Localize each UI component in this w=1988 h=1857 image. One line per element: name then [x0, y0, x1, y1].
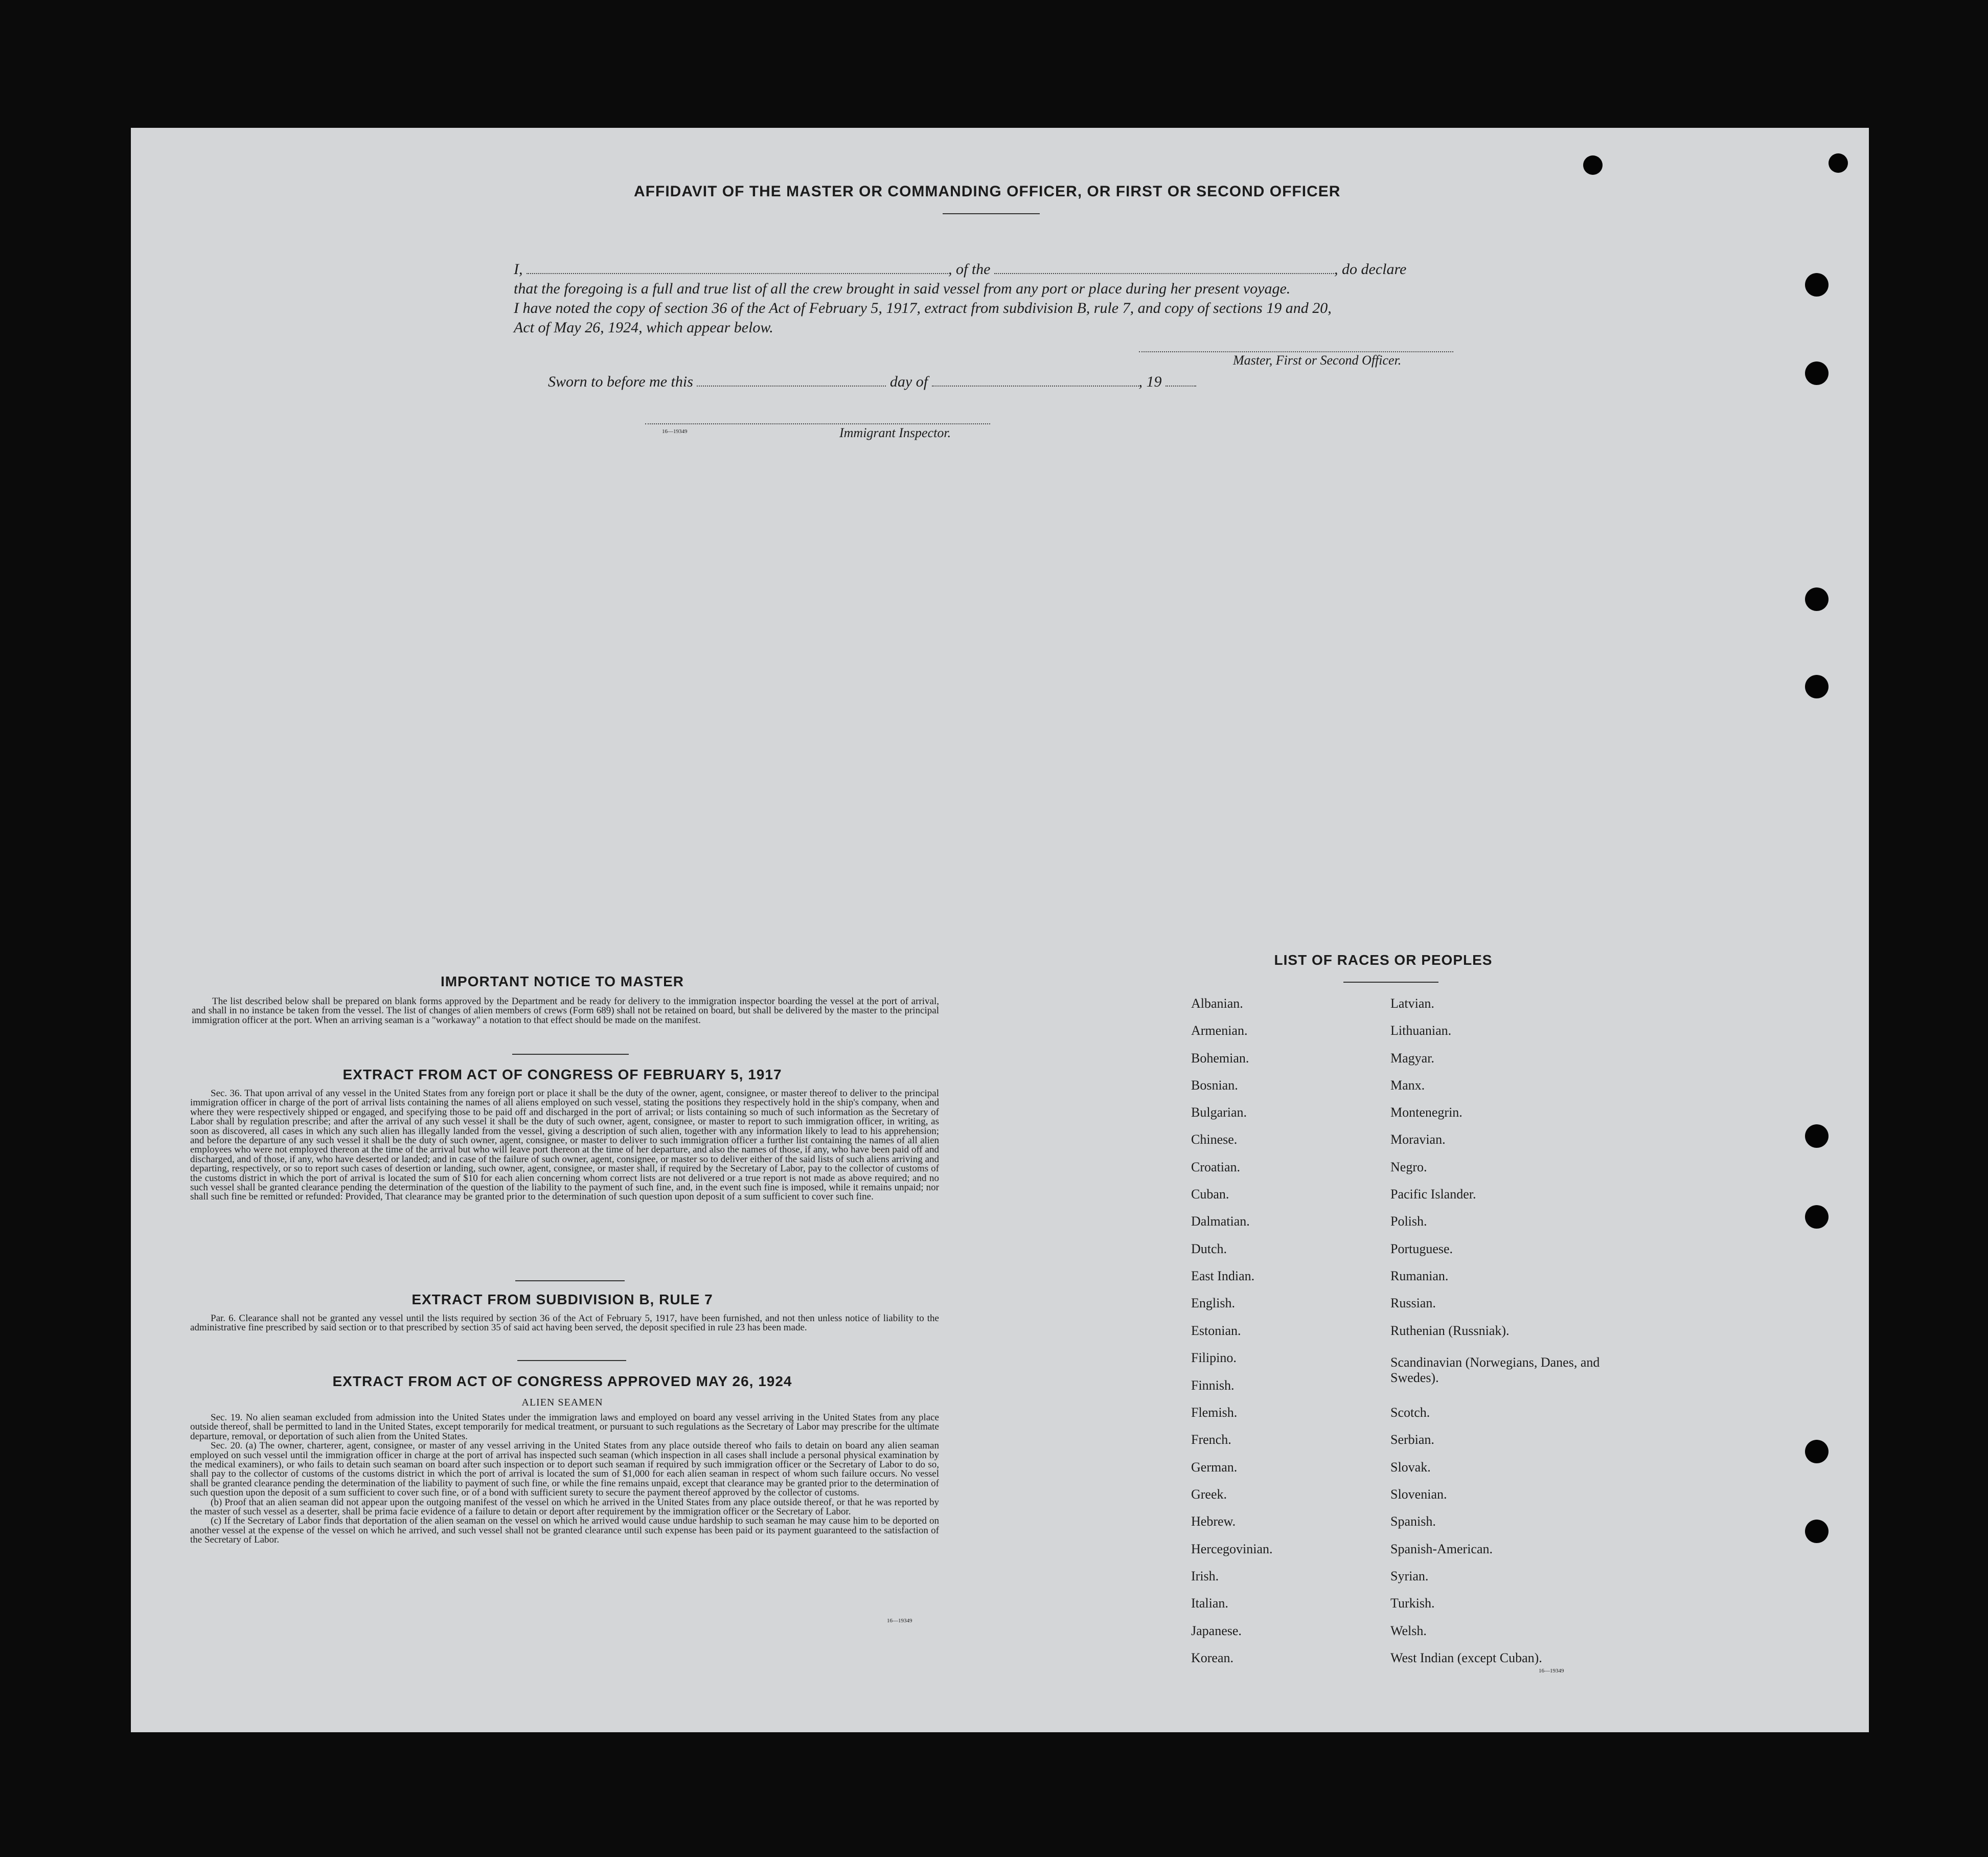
divider	[517, 1360, 626, 1361]
affidavit-i-label: I,	[514, 261, 523, 278]
race-item: Cuban.	[1191, 1187, 1229, 1202]
race-item: Dutch.	[1191, 1241, 1227, 1256]
extract-1917-title: EXTRACT FROM ACT OF CONGRESS OF FEBRUARY 5, 1917	[342, 1067, 782, 1082]
race-item: Japanese.	[1191, 1623, 1242, 1638]
race-item: Bohemian.	[1191, 1051, 1249, 1066]
notice-text	[192, 997, 939, 1025]
alien-seamen-subtitle: ALIEN SEAMEN	[521, 1397, 603, 1408]
rule-7-title: EXTRACT FROM SUBDIVISION B, RULE 7	[412, 1292, 713, 1307]
race-item: Finnish.	[1191, 1378, 1235, 1393]
punch-hole	[1805, 675, 1829, 698]
race-item: Albanian.	[1191, 996, 1243, 1011]
rule-7-paragraph: Par. 6. Clearance shall not be granted any vessel until the lists required by section 36 of the Act of February 5, 1917, have been furnished, and not then unless notice of liability to the administrative fine prescribed by said section or to that prescribed by section 35 of said act having been served, the deposit specified in rule 23 has been made.	[190, 1313, 939, 1333]
extract-1924-title: EXTRACT FROM ACT OF CONGRESS APPROVED MAY 26, 1924	[332, 1373, 792, 1389]
affidavit-of-the: , of the	[948, 261, 991, 278]
sworn-month-field[interactable]	[932, 374, 1139, 387]
race-item: German.	[1191, 1460, 1238, 1475]
master-signature-field[interactable]	[1139, 351, 1453, 352]
extract-1924-text	[190, 1413, 939, 1545]
sworn-day-field[interactable]	[697, 374, 886, 387]
notice-paragraph: The list described below shall be prepared on blank forms approved by the Department and be ready for delivery to the immigration inspector boarding the vessel at the port of arrival, and shall in no instance be taken from the vessel. The list of changes of alien members of crews (Form 689) shall not be retained on board, but shall be delivered by the master to the principal immigration officer at the port. When an arriving seaman is a "workaway" a notation to that effect should be made on the manifest.	[192, 996, 939, 1026]
vessel-name-field[interactable]	[994, 261, 1334, 274]
section-19-paragraph: Sec. 19. No alien seaman excluded from admission into the United States under the immigration laws and employed on board any vessel arriving in the United States from any place outside thereof, shall be permitted to land in the United States, except temporarily for medical treatment, or pursuant to such regulations as the Secretary of Labor may prescribe for the ultimate departure, removal, or deportation of such alien from the United States.	[190, 1412, 939, 1442]
master-signature-label: Master, First or Second Officer.	[1233, 353, 1402, 368]
form-code: 16—19349	[1539, 1668, 1564, 1674]
punch-hole	[1805, 587, 1829, 611]
divider	[943, 213, 1040, 214]
divider	[512, 1054, 629, 1055]
affidavit-declare: , do declare	[1334, 261, 1407, 278]
race-item: Dalmatian.	[1191, 1214, 1250, 1229]
race-item: Turkish.	[1390, 1596, 1435, 1611]
race-item: Italian.	[1191, 1596, 1228, 1611]
form-code: 16—19349	[662, 428, 688, 435]
race-item: Korean.	[1191, 1650, 1234, 1665]
race-item: West Indian (except Cuban).	[1390, 1650, 1542, 1665]
race-item: English.	[1191, 1296, 1235, 1310]
race-item: Bulgarian.	[1191, 1105, 1247, 1120]
punch-hole	[1583, 155, 1603, 175]
rule-7-text	[190, 1314, 939, 1333]
race-item: Scandinavian (Norwegians, Danes, and Swedes).	[1390, 1355, 1600, 1385]
section-20a-paragraph: Sec. 20. (a) The owner, charterer, agent, consignee, or master of any vessel arriving in the United States from any place outside thereof who fails to detain on board any alien seaman employed on such vessel until the immigration officer in charge at the port of arrival has inspected such seaman (which inspection in all cases shall include a personal physical examination by the medical examiners), or who fails to detain such seaman on board after such inspection or to deport such seaman if required by such immigration officer or the Secretary of Labor to do so, shall pay to the collector of customs of the customs district in which the port of arrival is located the sum of $1,000 for each alien seaman in respect of whom such failure occurs. No vessel shall be granted clearance pending the determination of the liability to payment of such fine, or while the fine remains unpaid, except that clearance may be granted prior to the determination of such question upon the deposit of a sum sufficient to cover such fine, or of a bond with sufficient surety to secure the payment thereof approved by the collector of customs.	[190, 1440, 939, 1499]
race-item: Slovenian.	[1390, 1487, 1447, 1502]
race-item: Greek.	[1191, 1487, 1227, 1502]
section-20c-paragraph: (c) If the Secretary of Labor finds that deportation of the alien seaman on the vessel on which he arrived would cause undue hardship to such seaman he may cause him to be deported on another vessel at the expense of the vessel on which he arrived, and such vessel shall not be granted clearance until such expense has been paid or its payment guaranteed to the satisfaction of the Secretary of Labor.	[190, 1515, 939, 1546]
race-item: Hercegovinian.	[1191, 1542, 1273, 1556]
notice-title: IMPORTANT NOTICE TO MASTER	[440, 973, 684, 989]
race-item: Scotch.	[1390, 1405, 1430, 1420]
punch-hole	[1805, 273, 1829, 297]
race-item: Lithuanian.	[1390, 1023, 1452, 1038]
race-item: Manx.	[1390, 1078, 1425, 1093]
race-item: Flemish.	[1191, 1405, 1238, 1420]
day-of-label: day of	[889, 373, 928, 390]
race-item: Russian.	[1390, 1296, 1436, 1310]
race-item: Spanish-American.	[1390, 1542, 1493, 1556]
races-title: LIST OF RACES OR PEOPLES	[1274, 952, 1493, 968]
race-item: Pacific Islander.	[1390, 1187, 1476, 1202]
race-item: Welsh.	[1390, 1623, 1427, 1638]
race-item: Irish.	[1191, 1569, 1219, 1583]
race-item: Ruthenian (Russniak).	[1390, 1323, 1510, 1338]
race-item: Syrian.	[1390, 1569, 1429, 1583]
punch-hole	[1829, 153, 1848, 173]
affidavit-line: that the foregoing is a full and true list of all the crew brought in said vessel from any port or place during her present voyage.	[514, 280, 1291, 297]
race-item: Polish.	[1390, 1214, 1427, 1229]
race-item: French.	[1191, 1432, 1231, 1447]
inspector-signature-field[interactable]	[645, 423, 990, 424]
sworn-label: Sworn to before me this	[548, 373, 693, 390]
section-36-paragraph: Sec. 36. That upon arrival of any vessel in the United States from any foreign port or place it shall be the duty of the owner, agent, consignee, or master thereof to deliver to the principal immigration officer in charge of the port of arrival lists containing the names of all aliens employed on such vessel, stating the positions they respectively hold in the ship's company, when and where they were respectively shipped or engaged, and specifying those to be paid off and discharged in the port of arrival; or lists containing so much of such information as the Secretary of Labor shall by regulation prescribe; and after the arrival of any such vessel it shall be the duty of such owner, agent, consignee, or master to report to such immigration officer, in writing, as soon as discovered, all cases in which any such alien has illegally landed from the vessel, giving a description of such alien, together with any information likely to lead to his apprehension; and before the departure of any such vessel it shall be the duty of such owner, agent, consignee, or master to deliver to such immigration officer a further list containing the names of all alien employees who were not employed thereon at the time of the arrival but who will leave port thereon at the time of her departure, and also the names of those, if any, who have been paid off and discharged, and of those, if any, who have deserted or landed; and in case of the failure of such owner, agent, consignee, or master so to deliver either of the said lists of such aliens arriving and departing, respectively, or so to report such cases of desertion or landing, such owner, agent, consignee, or master shall, if required by the Secretary of Labor, pay to the collector of customs of the customs district in which the port of arrival is located the sum of $10 for each alien concerning whom correct lists are not delivered or a true report is not made as above required; and no such vessel shall be granted clearance pending the determination of the question of the liability to the payment of such fine, and, in the event such fine is imposed, while it remains unpaid; nor shall such fine be remitted or refunded: Provided, That clearance may be granted prior to the determination of such question upon deposit of a sum sufficient to cover such fine.	[190, 1088, 939, 1203]
sworn-line	[548, 373, 1196, 391]
race-item: East Indian.	[1191, 1269, 1255, 1283]
punch-hole	[1805, 1205, 1829, 1229]
race-item: Negro.	[1390, 1160, 1427, 1174]
race-item: Estonian.	[1191, 1323, 1241, 1338]
section-20b-paragraph: (b) Proof that an alien seaman did not appear upon the outgoing manifest of the vessel on which he arrived in the United States from any place outside thereof, or that he was reported by the master of such vessel as a deserter, shall be prima facie evidence of a failure to detain or deport after requirement by the immigration officer or the Secretary of Labor.	[190, 1497, 939, 1518]
form-code: 16—19349	[887, 1618, 912, 1624]
extract-1917-text	[190, 1089, 939, 1202]
race-item: Slovak.	[1390, 1460, 1431, 1475]
race-item: Armenian.	[1191, 1023, 1248, 1038]
race-item: Montenegrin.	[1390, 1105, 1463, 1120]
race-item: Spanish.	[1390, 1514, 1436, 1529]
race-item: Magyar.	[1390, 1051, 1434, 1066]
race-item: Bosnian.	[1191, 1078, 1238, 1093]
master-name-field[interactable]	[527, 261, 948, 274]
race-item: Portuguese.	[1390, 1241, 1453, 1256]
race-item: Latvian.	[1390, 996, 1434, 1011]
race-item: Serbian.	[1390, 1432, 1434, 1447]
affidavit-line: I have noted the copy of section 36 of the Act of February 5, 1917, extract from subdivision B, rule 7, and copy of sections 19 and 20,	[514, 300, 1332, 316]
year-label: , 19	[1138, 373, 1162, 390]
divider	[1343, 982, 1438, 983]
punch-hole	[1805, 1124, 1829, 1148]
sworn-year-field[interactable]	[1166, 374, 1196, 387]
punch-hole	[1805, 1440, 1829, 1463]
race-item: Croatian.	[1191, 1160, 1241, 1174]
affidavit-line: Act of May 26, 1924, which appear below.	[514, 319, 773, 336]
punch-hole	[1805, 1520, 1829, 1543]
divider	[515, 1280, 625, 1281]
punch-hole	[1805, 361, 1829, 385]
race-item: Filipino.	[1191, 1350, 1237, 1365]
race-item: Rumanian.	[1390, 1269, 1449, 1283]
race-item: Chinese.	[1191, 1132, 1238, 1147]
affidavit-body	[514, 260, 1475, 337]
inspector-label: Immigrant Inspector.	[839, 425, 951, 440]
race-item: Moravian.	[1390, 1132, 1446, 1147]
affidavit-title: AFFIDAVIT OF THE MASTER OR COMMANDING OFFICER, OR FIRST OR SECOND OFFICER	[634, 183, 1341, 200]
race-item: Hebrew.	[1191, 1514, 1236, 1529]
